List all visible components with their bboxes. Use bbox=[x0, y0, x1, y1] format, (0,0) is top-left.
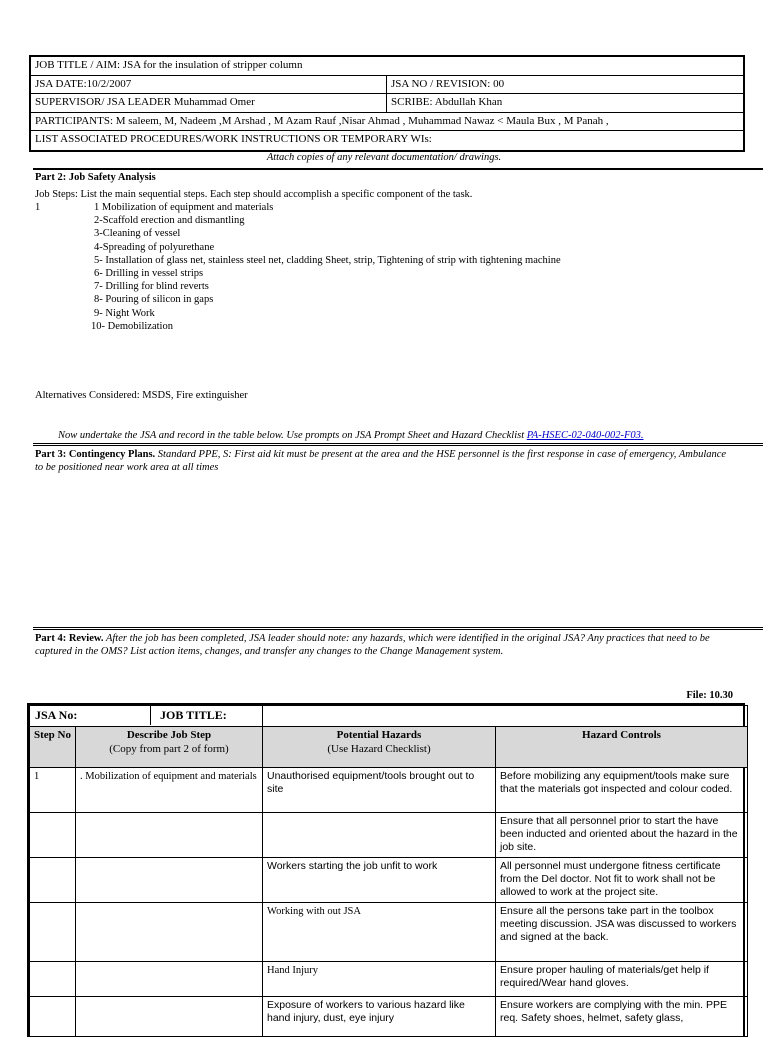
jsa-date: JSA DATE:10/2/2007 bbox=[31, 76, 387, 94]
procedures: LIST ASSOCIATED PROCEDURES/WORK INSTRUCTIONS OR TEMPORARY WIs: bbox=[35, 133, 432, 145]
table-row bbox=[30, 813, 748, 858]
part3-contingency bbox=[35, 448, 735, 474]
job-step-item: 8- Pouring of silicon in gaps bbox=[94, 294, 214, 306]
control-cell: All personnel must undergone fitness certificate from the Del doctor. Not fit to work shall not be allowed to work at the project site. bbox=[496, 858, 748, 903]
control-cell: Ensure proper hauling of materials/get help if required/Wear hand gloves. bbox=[496, 962, 748, 997]
describe-cell bbox=[76, 962, 263, 997]
part4-text: After the job has been completed, JSA leader should note: any hazards, which were identified in the original JSA? Any practices that need to be captured in the OMS? List action items, changes, and transfer any changes to the Change Management system. bbox=[35, 633, 710, 658]
part4-title: Part 4: Review. bbox=[35, 633, 104, 644]
job-step-item: 4-Spreading of polyurethane bbox=[94, 241, 215, 253]
header-describe-sub: (Copy from part 2 of form) bbox=[109, 742, 229, 755]
header-row-supervisor bbox=[31, 94, 743, 113]
table-row bbox=[30, 768, 748, 813]
header-step-no: Step No bbox=[30, 727, 76, 768]
divider bbox=[33, 168, 763, 170]
jsa-no-revision: JSA NO / REVISION: 00 bbox=[391, 77, 505, 90]
file-label: File: 10.30 bbox=[686, 690, 733, 701]
jsa-title-row bbox=[30, 706, 748, 727]
table-row bbox=[30, 962, 748, 997]
describe-cell bbox=[76, 997, 263, 1037]
jsa-table bbox=[27, 703, 745, 1037]
table-row bbox=[30, 903, 748, 962]
job-step-item: 9- Night Work bbox=[94, 307, 155, 319]
divider bbox=[33, 627, 763, 630]
step-cell bbox=[30, 997, 76, 1037]
control-cell: Ensure that all personnel prior to start the have been inducted and oriented about the hazard in the job site. bbox=[496, 813, 748, 858]
header-row-participants bbox=[31, 113, 743, 132]
control-cell: Ensure workers are complying with the min. PPE req. Safety shoes, helmet, safety glass, bbox=[496, 997, 748, 1037]
jsa-header-row bbox=[30, 727, 748, 768]
job-step-item: 10- Demobilization bbox=[91, 320, 173, 332]
header-row-date bbox=[31, 76, 743, 95]
step-cell bbox=[30, 813, 76, 858]
job-step-item: 1 Mobilization of equipment and materials bbox=[94, 202, 274, 213]
jsa-no-label: JSA No: bbox=[30, 706, 151, 725]
control-cell: Ensure all the persons take part in the toolbox meeting discussion. JSA was discussed to workers and signed at the back. bbox=[496, 903, 748, 962]
header-describe bbox=[76, 727, 263, 768]
describe-cell bbox=[76, 903, 263, 962]
step-cell: 1 bbox=[30, 768, 76, 813]
hazard-cell: Unauthorised equipment/tools brought out to site bbox=[263, 768, 496, 813]
job-step-item: 2-Scaffold erection and dismantling bbox=[94, 215, 245, 227]
part2-title: Part 2: Job Safety Analysis bbox=[35, 172, 156, 183]
step-cell bbox=[30, 903, 76, 962]
job-title-value bbox=[263, 706, 748, 727]
attach-note: Attach copies of any relevant documentation/ drawings. bbox=[266, 152, 502, 163]
job-title-aim: JOB TITLE / AIM: JSA for the insulation of stripper column bbox=[35, 59, 303, 71]
job-steps-list bbox=[91, 201, 561, 333]
header-controls: Hazard Controls bbox=[496, 727, 748, 768]
undertake-text: Now undertake the JSA and record in the table below. Use prompts on JSA Prompt Sheet and Hazard Checklist bbox=[58, 430, 527, 441]
header-row-procedures bbox=[31, 131, 743, 150]
header-hazards-title: Potential Hazards bbox=[336, 729, 422, 741]
job-step-item: 5- Installation of glass net, stainless steel net, cladding Sheet, strip, Tightening of strip with tightening machine bbox=[94, 254, 561, 266]
header-hazards-sub: (Use Hazard Checklist) bbox=[327, 742, 431, 755]
step-cell bbox=[30, 858, 76, 903]
hazard-cell: Working with out JSA bbox=[263, 903, 496, 962]
hazard-cell bbox=[263, 813, 496, 858]
control-cell: Before mobilizing any equipment/tools make sure that the materials got inspected and colour coded. bbox=[496, 768, 748, 813]
hazard-checklist-link[interactable]: PA-HSEC-02-040-002-F03. bbox=[526, 430, 644, 441]
job-step-item: 6- Drilling in vessel strips bbox=[94, 267, 204, 279]
divider bbox=[33, 443, 763, 446]
describe-cell bbox=[76, 813, 263, 858]
header-describe-title: Describe Job Step bbox=[126, 729, 212, 741]
scribe: SCRIBE: Abdullah Khan bbox=[391, 96, 503, 108]
hazard-cell: Hand Injury bbox=[263, 962, 496, 997]
jsa-no-cell bbox=[30, 706, 263, 727]
job-title-label: JOB TITLE: bbox=[160, 708, 227, 722]
part2-intro: Job Steps: List the main sequential steps. Each step should accomplish a specific component of the task. bbox=[35, 189, 473, 200]
hazard-cell: Workers starting the job unfit to work bbox=[263, 858, 496, 903]
header-hazards bbox=[263, 727, 496, 768]
table-row bbox=[30, 997, 748, 1037]
hazard-cell: Exposure of workers to various hazard like hand injury, dust, eye injury bbox=[263, 997, 496, 1037]
participants: PARTICIPANTS: M saleem, M, Nadeem ,M Arshad , M Azam Rauf ,Nisar Ahmad , Muhammad Nawaz < Maula Bux , M Panah , bbox=[35, 114, 609, 127]
jsa-body bbox=[30, 768, 748, 1037]
job-step-item: 7- Drilling for blind reverts bbox=[94, 281, 209, 293]
part4-review bbox=[35, 632, 735, 658]
part3-title: Part 3: Contingency Plans. bbox=[35, 449, 156, 460]
step-cell bbox=[30, 962, 76, 997]
part3-text: Standard PPE, S: First aid kit must be present at the area and the HSE personnel is the first response in case of emergency, Ambulance to be positioned near work area at all times bbox=[35, 449, 727, 474]
table-row bbox=[30, 858, 748, 903]
alternatives-considered: Alternatives Considered: MSDS, Fire extinguisher bbox=[35, 390, 248, 401]
part2-first-number: 1 bbox=[35, 202, 41, 213]
header-table bbox=[29, 55, 745, 152]
supervisor: SUPERVISOR/ JSA LEADER Muhammad Omer bbox=[31, 94, 387, 112]
header-row-job-title bbox=[31, 57, 743, 76]
undertake-note bbox=[58, 429, 644, 442]
describe-cell bbox=[76, 858, 263, 903]
describe-cell: . Mobilization of equipment and materials bbox=[76, 768, 263, 813]
job-step-item: 3-Cleaning of vessel bbox=[94, 228, 181, 240]
